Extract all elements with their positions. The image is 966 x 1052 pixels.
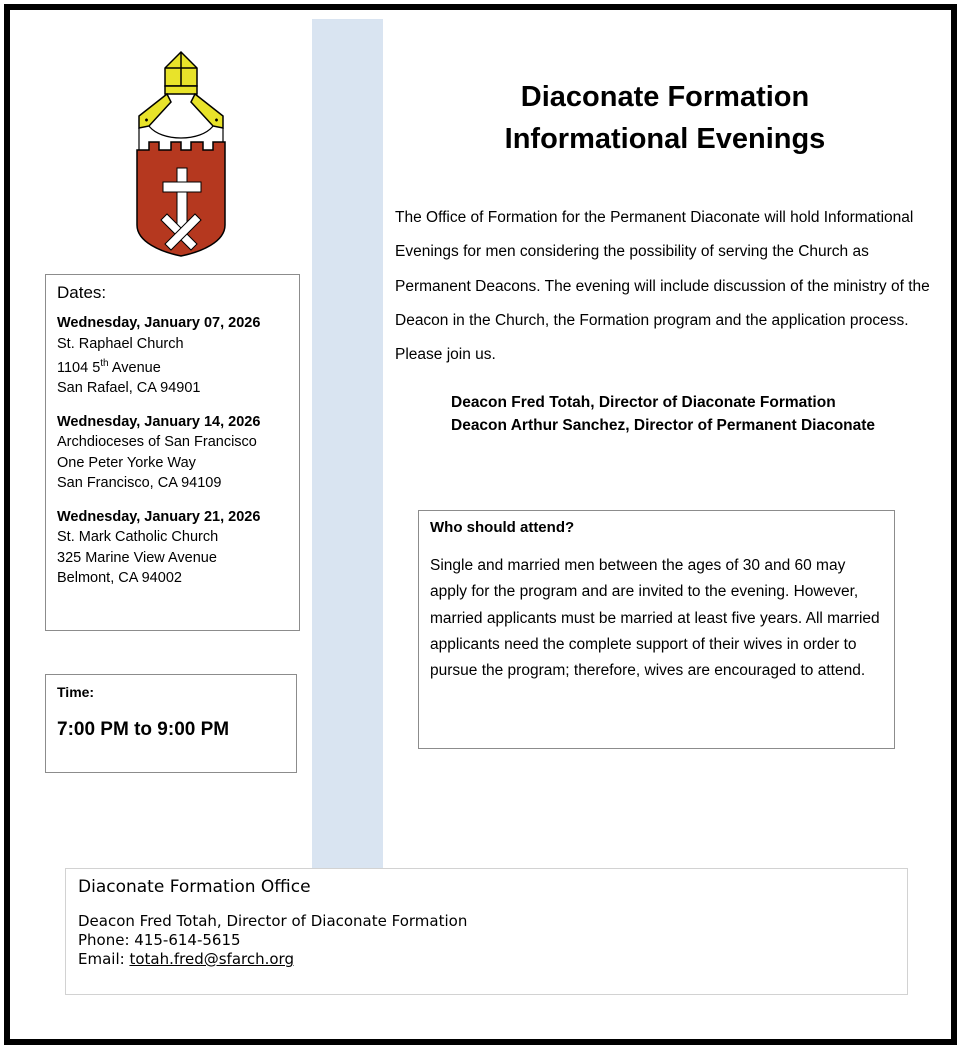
date-entry [57,412,288,494]
who-heading: Who should attend? [430,519,575,536]
signatures [451,392,875,437]
decorative-stripe [312,19,383,869]
title-line-2: Informational Evenings [504,123,826,155]
title-line-1: Diaconate Formation [520,81,810,113]
office-phone: Phone: 415-614-5615 [78,931,241,949]
street: 1104 5th Avenue [57,358,161,376]
archdiocese-crest-icon [131,50,231,260]
who-body: Single and married men between the ages of 30 and 60 may apply for the program and are invited to the evening. However, married applicants must be married at least five years. All married applicants need the complete support of their wives in order to pursue the program; therefore, wives are encouraged to attend. [430,557,880,680]
office-contact: Deacon Fred Totah, Director of Diaconate Formation [78,912,468,930]
time-label: Time: [57,684,95,700]
venue: St. Raphael Church [57,335,184,352]
email-label: Email: [78,950,130,968]
city: San Francisco, CA 94109 [57,475,222,492]
dates-header: Dates: [57,283,107,302]
street: 325 Marine View Avenue [57,549,217,566]
date-entry [57,507,288,589]
street: One Peter Yorke Way [57,454,196,471]
signature-2: Deacon Arthur Sanchez, Director of Permanent Diaconate [451,416,876,434]
time-box [45,674,297,773]
office-box [65,868,908,995]
office-email-line [78,950,895,969]
city: San Rafael, CA 94901 [57,380,201,397]
email-link[interactable]: totah.fred@sfarch.org [129,950,294,968]
date: Wednesday, January 14, 2026 [57,413,261,430]
venue: Archdioceses of San Francisco [57,434,257,451]
date: Wednesday, January 07, 2026 [57,315,261,331]
dates-box [45,274,300,631]
intro-paragraph: The Office of Formation for the Permanent Diaconate will hold Informational Evenings for men considering the possibility of serving the Church as Permanent Deacons. The evening will include discussion of the ministry of the Deacon in the Church, the Formation program and the application process. Please join us. [395,209,930,364]
city: Belmont, CA 94002 [57,570,182,587]
who-should-attend-box [418,510,895,749]
page-title [455,76,875,160]
time-value: 7:00 PM to 9:00 PM [57,719,230,740]
date-entry [57,313,288,399]
signature-1: Deacon Fred Totah, Director of Diaconate Formation [451,394,836,411]
office-heading: Diaconate Formation Office [78,877,311,897]
venue: St. Mark Catholic Church [57,529,219,546]
date: Wednesday, January 21, 2026 [57,508,261,525]
